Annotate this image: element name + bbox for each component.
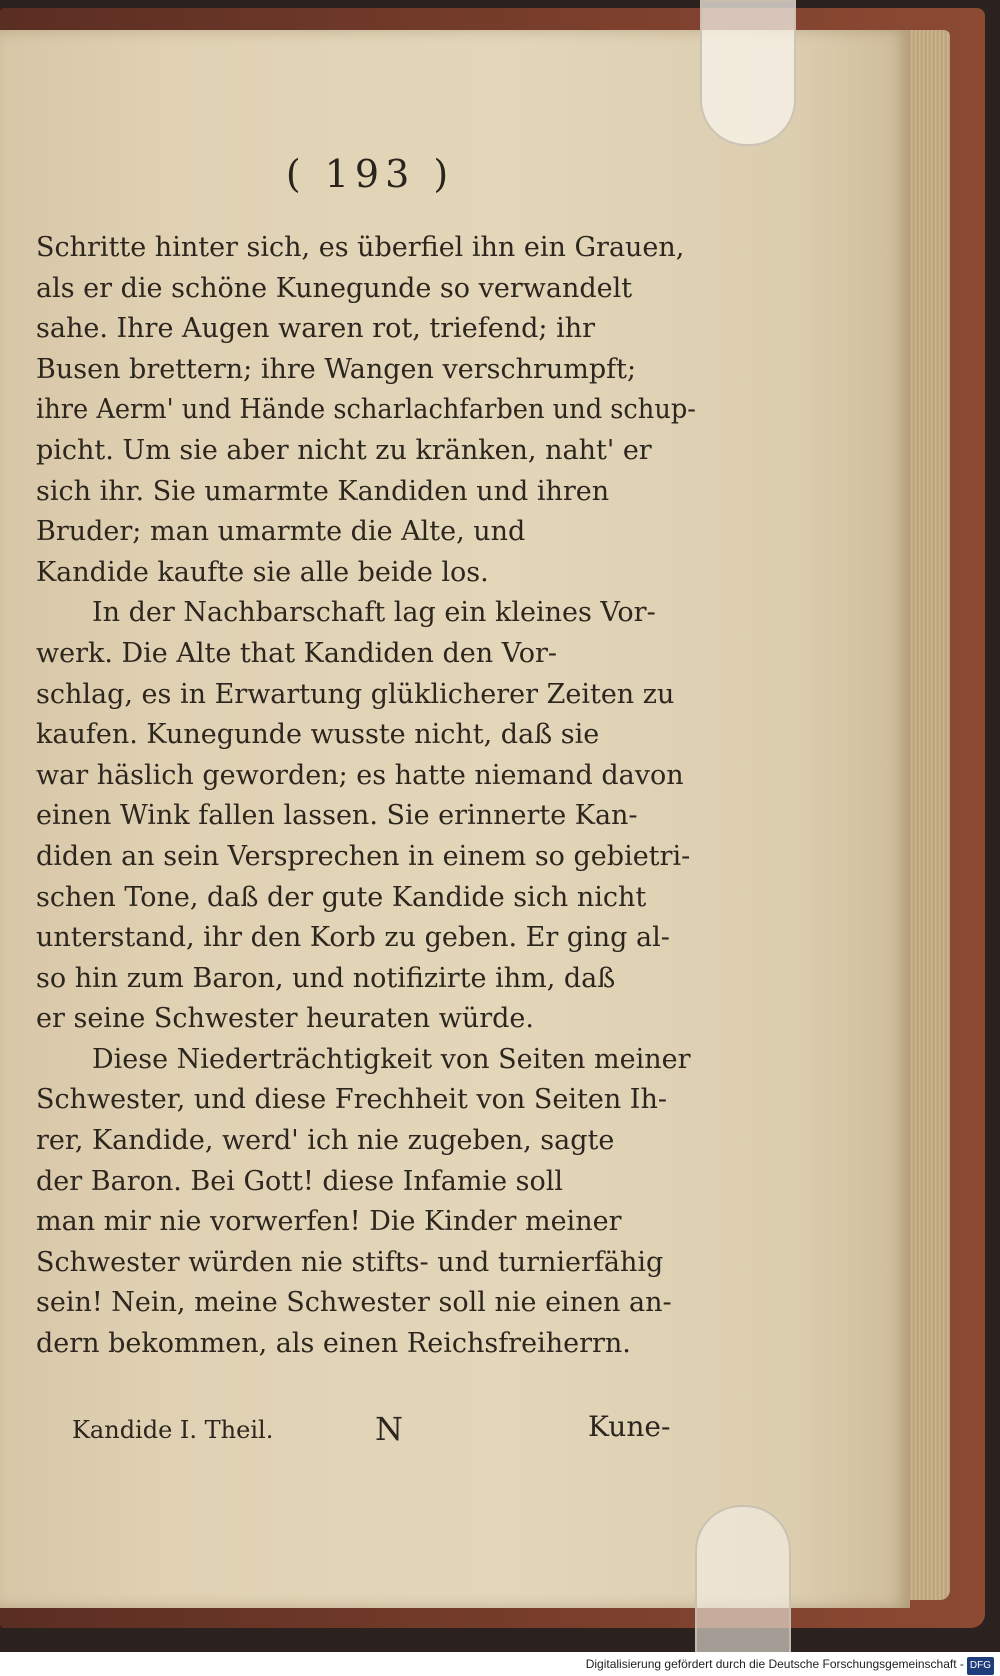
text-line: Schritte hinter sich, es überfiel ihn ein Grauen, xyxy=(36,232,685,263)
signature-mark: N xyxy=(375,1410,403,1448)
text-line: schlag, es in Erwartung glüklicherer Zeiten zu xyxy=(36,678,675,710)
text-line: er seine Schwester heuraten würde. xyxy=(36,1003,534,1035)
text-line: In der Nachbarschaft lag ein kleines Vor- xyxy=(92,597,656,629)
text-line: ihre Aerm' und Hände scharlachfarben und schup- xyxy=(36,394,696,426)
page-clip-bottom xyxy=(695,1505,791,1652)
text-line: Busen brettern; ihre Wangen verschrumpft; xyxy=(36,353,637,385)
text-line: werk. Die Alte that Kandiden den Vor- xyxy=(36,637,558,669)
text-line: unterstand, ihr den Korb zu geben. Er ging al- xyxy=(36,922,670,954)
text-line: kaufen. Kunegunde wusste nicht, daß sie xyxy=(36,719,600,751)
text-line: Diese Niederträchtigkeit von Seiten meiner xyxy=(92,1043,691,1075)
text-line: diden an sein Versprechen in einem so gebietri- xyxy=(36,840,691,872)
text-line: schen Tone, daß der gute Kandide sich nicht xyxy=(36,881,647,913)
text-line: sein! Nein, meine Schwester soll nie einen an- xyxy=(36,1287,672,1319)
text-line: sich ihr. Sie umarmte Kandiden und ihren xyxy=(36,475,610,507)
dfg-logo: DFG xyxy=(967,1657,994,1675)
body-text xyxy=(36,228,696,1365)
footer-title: Kandide I. Theil. xyxy=(72,1416,274,1444)
text-line: war häslich geworden; es hatte niemand davon xyxy=(36,759,684,791)
text-line: als er die schöne Kunegunde so verwandelt xyxy=(36,272,633,304)
text-line: Kandide kaufte sie alle beide los. xyxy=(36,556,489,588)
text-line: Bruder; man umarmte die Alte, und xyxy=(36,516,526,548)
text-line: rer, Kandide, werd' ich nie zugeben, sagte xyxy=(36,1125,615,1157)
text-line: so hin zum Baron, und notifizirte ihm, daß xyxy=(36,962,616,994)
digitization-credit xyxy=(586,1655,994,1673)
text-line: der Baron. Bei Gott! diese Infamie soll xyxy=(36,1165,564,1197)
text-line: man mir nie vorwerfen! Die Kinder meiner xyxy=(36,1206,622,1238)
catchword: Kune- xyxy=(588,1410,671,1443)
page-number: ( 193 ) xyxy=(285,152,455,196)
text-line: einen Wink fallen lassen. Sie erinnerte Kan- xyxy=(36,800,638,832)
page-clip-top xyxy=(700,0,796,146)
text-line: picht. Um sie aber nicht zu kränken, naht' er xyxy=(36,434,652,466)
credit-text: Digitalisierung gefördert durch die Deutsche Forschungsgemeinschaft - xyxy=(585,1657,964,1671)
text-line: sahe. Ihre Augen waren rot, triefend; ihr xyxy=(36,313,595,345)
text-line: Schwester, und diese Frechheit von Seiten Ih- xyxy=(36,1084,667,1116)
text-line: dern bekommen, als einen Reichsfreiherrn. xyxy=(36,1328,631,1360)
text-line: Schwester würden nie stifts- und turnierfähig xyxy=(36,1246,664,1278)
